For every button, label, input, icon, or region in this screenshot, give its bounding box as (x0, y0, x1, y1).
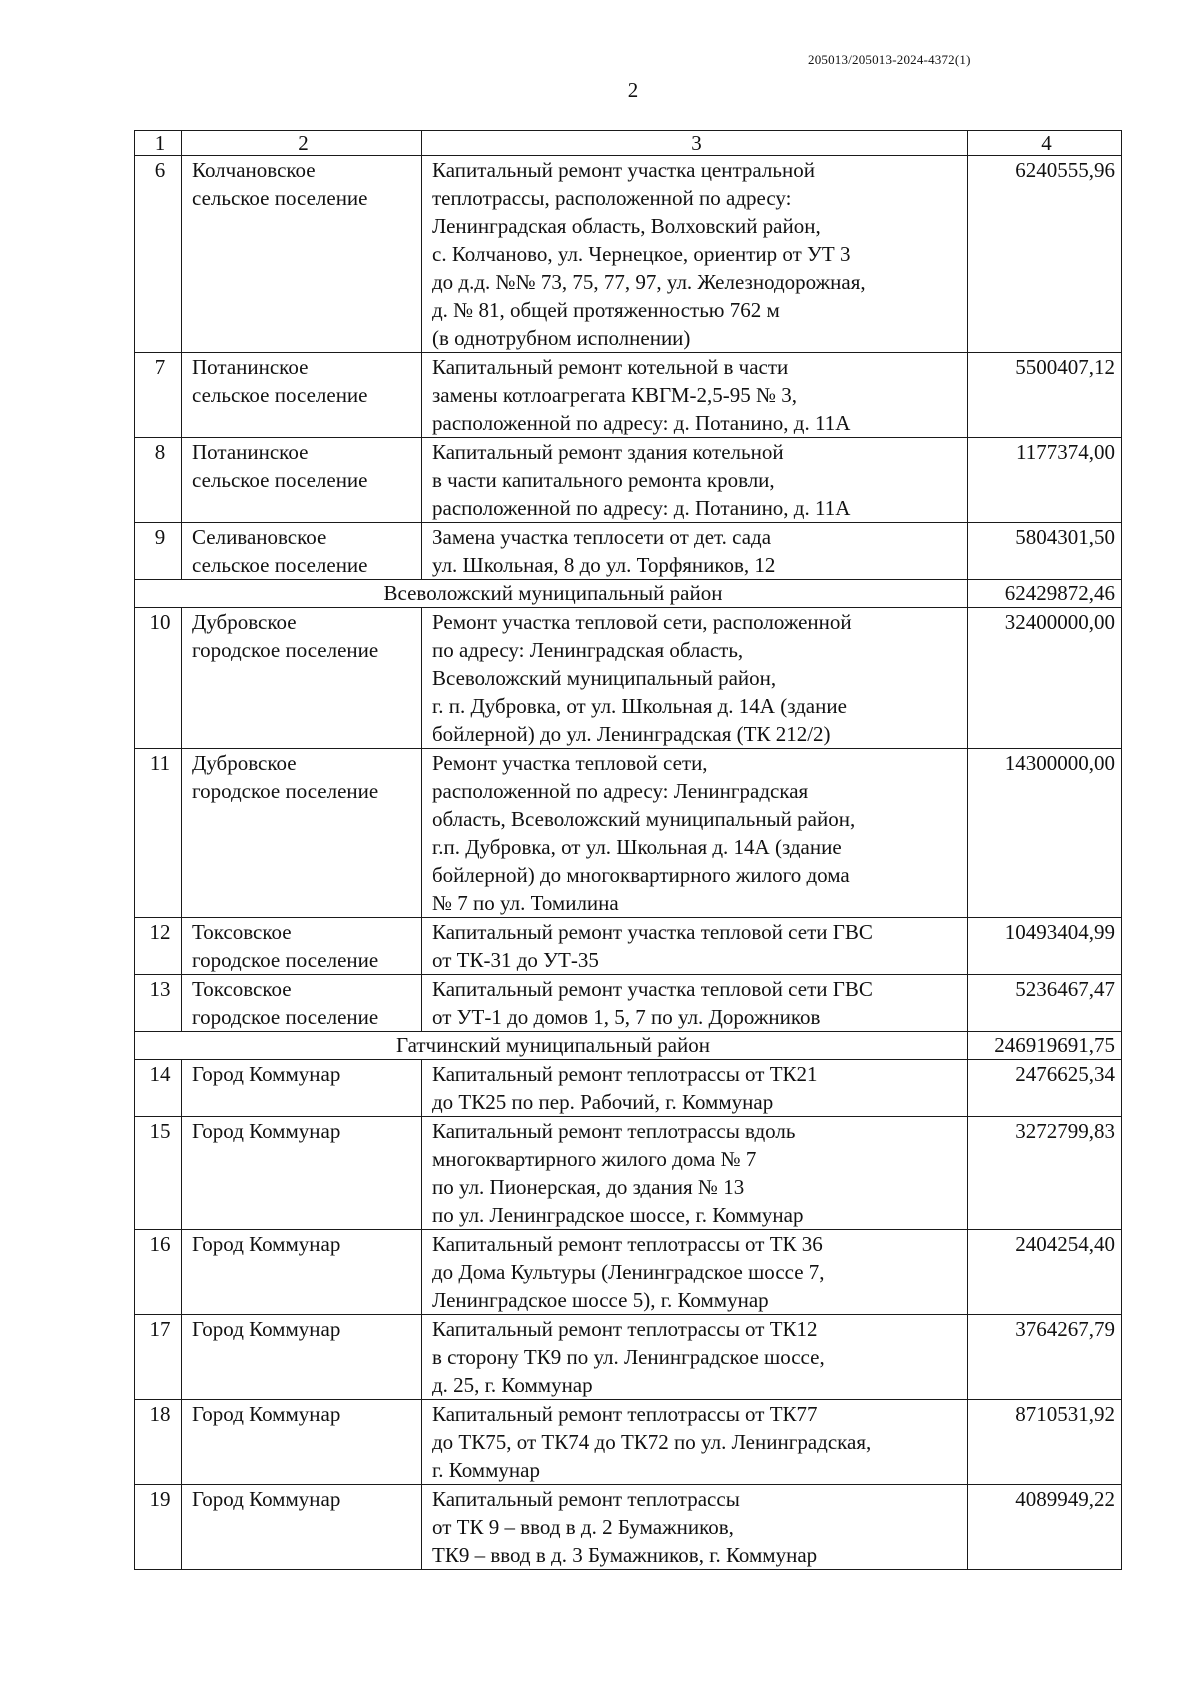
amount-cell: 3764267,79 (968, 1315, 1122, 1400)
row-number: 11 (135, 749, 182, 918)
district-name: Гатчинский муниципальный район (135, 1032, 968, 1060)
table-row (135, 353, 1122, 438)
table-body (135, 131, 1122, 1570)
settlement-name: Город Коммунар (182, 1400, 422, 1485)
district-total-amount: 62429872,46 (968, 580, 1122, 608)
row-number: 12 (135, 918, 182, 975)
work-description: Капитальный ремонт теплотрассы от ТК12 в сторону ТК9 по ул. Ленинградское шоссе, д. 25, г. Коммунар (422, 1315, 968, 1400)
table-row (135, 156, 1122, 353)
settlement-name: Потанинское сельское поселение (182, 438, 422, 523)
amount-cell: 5236467,47 (968, 975, 1122, 1032)
settlement-name: Город Коммунар (182, 1315, 422, 1400)
column-header-4: 4 (968, 131, 1122, 156)
funding-allocation-table (134, 130, 1122, 1570)
row-number: 15 (135, 1117, 182, 1230)
row-number: 19 (135, 1485, 182, 1570)
table-row (135, 1315, 1122, 1400)
row-number: 16 (135, 1230, 182, 1315)
district-total-amount: 246919691,75 (968, 1032, 1122, 1060)
column-header-2: 2 (182, 131, 422, 156)
row-number: 6 (135, 156, 182, 353)
row-number: 8 (135, 438, 182, 523)
table-row (135, 608, 1122, 749)
work-description: Капитальный ремонт теплотрассы от ТК 36 до Дома Культуры (Ленинградское шоссе 7, Ленинградское шоссе 5), г. Коммунар (422, 1230, 968, 1315)
table-row (135, 1117, 1122, 1230)
work-description: Капитальный ремонт участка тепловой сети ГВС от ТК-31 до УТ-35 (422, 918, 968, 975)
table-row (135, 438, 1122, 523)
amount-cell: 3272799,83 (968, 1117, 1122, 1230)
row-number: 14 (135, 1060, 182, 1117)
amount-cell: 1177374,00 (968, 438, 1122, 523)
table-row (135, 1400, 1122, 1485)
work-description: Капитальный ремонт участка центральной теплотрассы, расположенной по адресу: Ленинградская область, Волховский район, с. Колчаново, ул. Чернецкое, ориентир от УТ 3 до д.д. №№ 73, 75, 77, 97, ул. Железнодорожная, д. № 81, общей протяженностью 762 м (в однотрубном исполнении) (422, 156, 968, 353)
settlement-name: Потанинское сельское поселение (182, 353, 422, 438)
column-header-1: 1 (135, 131, 182, 156)
amount-cell: 32400000,00 (968, 608, 1122, 749)
table-row (135, 1230, 1122, 1315)
work-description: Замена участка теплосети от дет. сада ул. Школьная, 8 до ул. Торфяников, 12 (422, 523, 968, 580)
work-description: Ремонт участка тепловой сети, расположенной по адресу: Ленинградская область, Всеволожский муниципальный район, г. п. Дубровка, от ул. Школьная д. 14А (здание бойлерной) до ул. Ленинградская (ТК 212/2) (422, 608, 968, 749)
row-number: 17 (135, 1315, 182, 1400)
row-number: 13 (135, 975, 182, 1032)
settlement-name: Токсовское городское поселение (182, 975, 422, 1032)
settlement-name: Колчановское сельское поселение (182, 156, 422, 353)
column-header-3: 3 (422, 131, 968, 156)
settlement-name: Город Коммунар (182, 1117, 422, 1230)
work-description: Капитальный ремонт котельной в части замены котлоагрегата КВГМ-2,5-95 № 3, расположенной по адресу: д. Потанино, д. 11А (422, 353, 968, 438)
settlement-name: Город Коммунар (182, 1485, 422, 1570)
district-subtotal-row (135, 1032, 1122, 1060)
document-registration-number: 205013/205013-2024-4372(1) (808, 52, 971, 67)
work-description: Капитальный ремонт теплотрассы от ТК77 до ТК75, от ТК74 до ТК72 по ул. Ленинградская, г. Коммунар (422, 1400, 968, 1485)
amount-cell: 2476625,34 (968, 1060, 1122, 1117)
work-description: Капитальный ремонт теплотрассы от ТК 9 – ввод в д. 2 Бумажников, ТК9 – ввод в д. 3 Бумажников, г. Коммунар (422, 1485, 968, 1570)
table-row (135, 749, 1122, 918)
amount-cell: 10493404,99 (968, 918, 1122, 975)
work-description: Капитальный ремонт теплотрассы от ТК21 до ТК25 по пер. Рабочий, г. Коммунар (422, 1060, 968, 1117)
settlement-name: Селивановское сельское поселение (182, 523, 422, 580)
row-number: 7 (135, 353, 182, 438)
settlement-name: Город Коммунар (182, 1230, 422, 1315)
settlement-name: Токсовское городское поселение (182, 918, 422, 975)
amount-cell: 2404254,40 (968, 1230, 1122, 1315)
settlement-name: Дубровское городское поселение (182, 608, 422, 749)
table-row (135, 975, 1122, 1032)
district-subtotal-row (135, 580, 1122, 608)
amount-cell: 8710531,92 (968, 1400, 1122, 1485)
table-row (135, 918, 1122, 975)
work-description: Капитальный ремонт участка тепловой сети ГВС от УТ-1 до домов 1, 5, 7 по ул. Дорожников (422, 975, 968, 1032)
work-description: Капитальный ремонт теплотрассы вдоль многоквартирного жилого дома № 7 по ул. Пионерская, до здания № 13 по ул. Ленинградское шоссе, г. Коммунар (422, 1117, 968, 1230)
work-description: Капитальный ремонт здания котельной в части капитального ремонта кровли, расположенной по адресу: д. Потанино, д. 11А (422, 438, 968, 523)
district-name: Всеволожский муниципальный район (135, 580, 968, 608)
table-row (135, 523, 1122, 580)
amount-cell: 4089949,22 (968, 1485, 1122, 1570)
page-number: 2 (627, 78, 639, 102)
work-description: Ремонт участка тепловой сети, расположенной по адресу: Ленинградская область, Всеволожский муниципальный район, г.п. Дубровка, от ул. Школьная д. 14А (здание бойлерной) до многоквартирного жилого дома № 7 по ул. Томилина (422, 749, 968, 918)
table-row (135, 1485, 1122, 1570)
table-header-row (135, 131, 1122, 156)
row-number: 10 (135, 608, 182, 749)
row-number: 9 (135, 523, 182, 580)
row-number: 18 (135, 1400, 182, 1485)
amount-cell: 6240555,96 (968, 156, 1122, 353)
amount-cell: 14300000,00 (968, 749, 1122, 918)
amount-cell: 5500407,12 (968, 353, 1122, 438)
settlement-name: Город Коммунар (182, 1060, 422, 1117)
settlement-name: Дубровское городское поселение (182, 749, 422, 918)
amount-cell: 5804301,50 (968, 523, 1122, 580)
table-row (135, 1060, 1122, 1117)
